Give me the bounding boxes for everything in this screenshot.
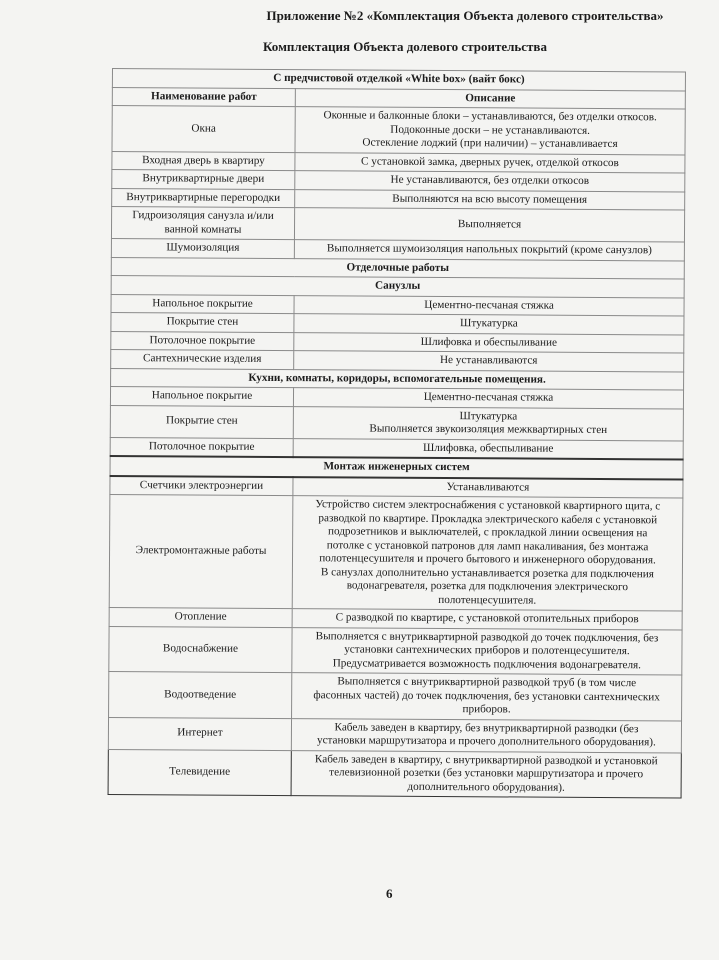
description-line: С установкой замка, дверных ручек, отделкой откосов xyxy=(360,155,619,169)
work-description-cell xyxy=(291,750,681,798)
description-line: Цементно-песчаная стяжка xyxy=(423,390,554,404)
description-line: Шлифовка, обеспыливание xyxy=(423,441,554,455)
table-row xyxy=(109,671,682,720)
description-line: дополнительного оборудования). xyxy=(407,780,565,794)
work-description-cell xyxy=(293,438,683,459)
table-row xyxy=(112,106,685,155)
document-subtitle: Комплектация Объекта долевого строительства xyxy=(263,39,547,54)
work-name-cell: Интернет xyxy=(108,717,291,750)
description-line: Штукатурка xyxy=(460,317,518,330)
table-row xyxy=(108,749,681,798)
work-description-cell xyxy=(294,332,684,353)
table-row xyxy=(111,207,684,242)
work-name-cell: Сантехнические изделия xyxy=(111,349,294,369)
work-name-cell: Потолочное покрытие xyxy=(110,437,293,457)
work-description-cell xyxy=(292,496,683,611)
description-line: установки маршрутизатора и прочего дополнительного оборудования). xyxy=(316,734,656,749)
work-description-cell xyxy=(293,406,683,440)
description-line: Кабель заведен в квартиру, с внутриквартирной разводкой и установкой xyxy=(314,752,658,767)
work-name-cell: Отопление xyxy=(109,607,292,627)
description-line: разводкой по квартире. Прокладка электрического кабеля с установкой xyxy=(318,511,658,526)
work-name-cell: Электромонтажные работы xyxy=(109,494,293,608)
description-line: приборов. xyxy=(462,703,511,716)
work-name-cell: Внутриквартирные двери xyxy=(112,170,295,190)
work-description-cell xyxy=(294,295,684,316)
work-name-cell: Покрытие стен xyxy=(111,312,294,332)
work-description-cell xyxy=(292,627,682,675)
description-line: В санузлах дополнительно устанавливается розетка для подключения xyxy=(320,565,654,580)
work-name-cell: Водоотведение xyxy=(109,671,292,718)
engineering-section-heading: Монтаж инженерных систем xyxy=(110,456,683,479)
finishing-section-heading: Отделочные работы xyxy=(111,257,684,279)
description-line: Устанавливаются xyxy=(446,480,530,494)
bathrooms-section-heading: Санузлы xyxy=(111,275,684,297)
description-line: Выполняется звукоизоляция межквартирных стен xyxy=(369,422,608,437)
work-description-cell xyxy=(294,314,684,335)
description-line: Шлифовка и обеспыливание xyxy=(420,335,557,349)
description-line: Выполняется шумоизоляция напольных покрытий (кроме санузлов) xyxy=(326,242,652,257)
finish-type-heading: С предчистовой отделкой «White box» (вайт бокс) xyxy=(112,69,685,91)
work-name-cell: Телевидение xyxy=(108,749,291,796)
description-line: телевизионной розетки (без установки маршрутизатора и прочего xyxy=(329,766,644,781)
equipment-table xyxy=(108,68,686,798)
work-name-cell: Напольное покрытие xyxy=(110,386,293,406)
description-line: Выполняется xyxy=(457,217,522,231)
description-line: Остекление лоджий (при наличии) – устанавливается xyxy=(362,136,618,151)
description-line: Не устанавливаются xyxy=(439,354,538,367)
work-description-cell xyxy=(295,171,685,192)
work-name-cell: Потолочное покрытие xyxy=(111,331,294,351)
description-line: водонагревателя, розетка для подключения электрического xyxy=(346,579,628,594)
work-name-cell: Входная дверь в квартиру xyxy=(112,151,295,171)
description-line: Подоконные доски – не устанавливаются. xyxy=(390,123,591,137)
rooms-section-heading: Кухни, комнаты, коридоры, вспомогательные помещения. xyxy=(111,368,684,390)
work-name-cell: Шумоизоляция xyxy=(111,238,294,258)
description-line: полотенцесушителя. xyxy=(438,593,537,607)
work-name-cell: Покрытие стен xyxy=(110,405,293,438)
work-description-cell xyxy=(294,240,684,261)
description-line: Выполняется с внутриквартирной разводкой до точек подключения, без xyxy=(315,629,659,644)
description-line: фасонных частей) до точек подключения, без установки сантехнических xyxy=(313,688,660,703)
description-line: Предусматривается возможность подключения водонагревателя. xyxy=(332,656,642,671)
description-line: потолке с установкой патронов для ламп накаливания, без монтажа xyxy=(326,538,649,553)
work-description-cell xyxy=(292,673,682,721)
work-description-cell xyxy=(295,189,685,210)
description-line: Штукатурка xyxy=(459,409,518,422)
work-name-cell: Внутриквартирные перегородки xyxy=(112,188,295,208)
work-name-cell: Гидроизоляция санузла и/или ванной комнаты xyxy=(111,207,294,240)
table-row xyxy=(110,405,683,440)
work-description-cell xyxy=(293,477,683,498)
column-header-description: Описание xyxy=(295,88,685,109)
description-line: установки сантехнических приборов и полотенцесушителя. xyxy=(344,643,630,658)
document-title: Приложение №2 «Комплектация Объекта долевого строительства» xyxy=(266,8,664,23)
work-description-cell xyxy=(291,718,681,752)
work-description-cell xyxy=(295,152,685,173)
description-line: полотенцесушителя и прочего бытового и инженерного оборудования. xyxy=(319,552,656,567)
table-row xyxy=(109,494,683,610)
work-name-cell: Окна xyxy=(112,106,295,153)
page-number: 6 xyxy=(386,886,393,901)
work-description-cell xyxy=(292,609,682,630)
work-description-cell xyxy=(293,388,683,409)
description-line: Кабель заведен в квартиру, без внутриквартирной разводки (без xyxy=(334,720,639,735)
description-line: Выполняются на всю высоту помещения xyxy=(392,192,588,206)
work-name-cell: Счетчики электроэнергии xyxy=(110,475,293,495)
column-header-name: Наименование работ xyxy=(112,87,295,107)
description-line: Устройство систем электроснабжения с установкой квартирного щита, с xyxy=(315,498,661,513)
work-name-cell: Водоснабжение xyxy=(109,626,292,673)
description-line: Не устанавливаются, без отделки откосов xyxy=(390,173,590,187)
work-description-cell xyxy=(295,107,685,155)
table-row xyxy=(108,717,681,752)
description-line: Выполняется с внутриквартирной разводкой труб (в том числе xyxy=(337,675,637,690)
work-description-cell xyxy=(294,351,684,372)
work-name-cell: Напольное покрытие xyxy=(111,294,294,314)
description-line: Цементно-песчаная стяжка xyxy=(424,298,554,312)
description-line: Оконные и балконные блоки – устанавливаются, без отделки откосов. xyxy=(323,109,657,124)
work-description-cell xyxy=(294,208,684,242)
description-line: С разводкой по квартире, с установкой отопительных приборов xyxy=(335,611,639,626)
description-line: подрозетников и выключателей, с прокладкой линии освещения на xyxy=(327,525,648,540)
table-row xyxy=(109,626,682,675)
